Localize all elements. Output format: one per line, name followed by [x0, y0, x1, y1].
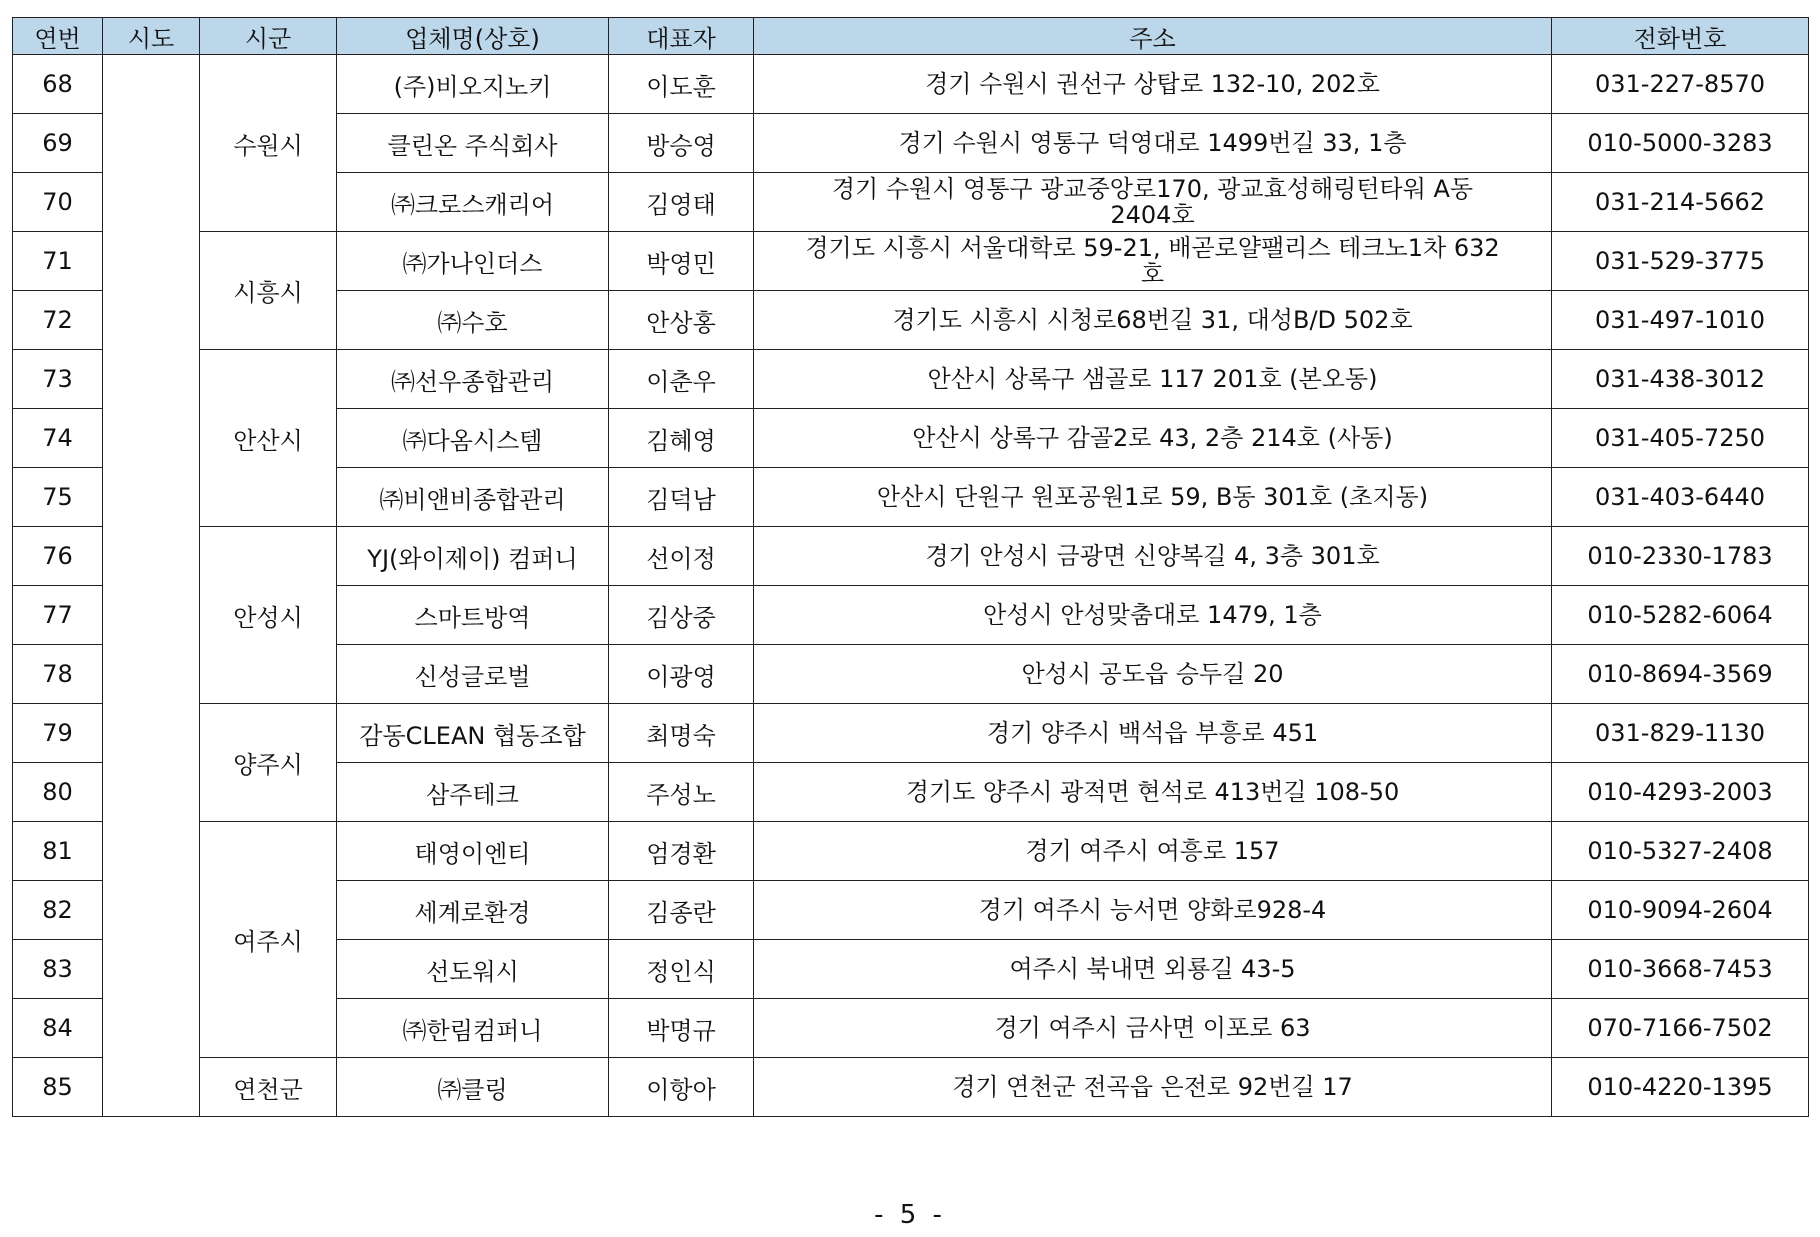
- address-text: 안성시 공도읍 승두길 20: [1021, 660, 1284, 688]
- company-cell: (주)비오지노키: [337, 55, 609, 114]
- phone-cell: 010-3668-7453: [1552, 940, 1809, 999]
- row-no: 85: [13, 1058, 103, 1117]
- address-cell: [754, 114, 1552, 173]
- company-cell: 선도워시: [337, 940, 609, 999]
- phone-cell: 010-2330-1783: [1552, 527, 1809, 586]
- phone-cell: 010-9094-2604: [1552, 881, 1809, 940]
- address-cell: [754, 468, 1552, 527]
- company-cell: ㈜한림컴퍼니: [337, 999, 609, 1058]
- address-text: 안산시 단원구 원포공원1로 59, B동 301호 (초지동): [876, 483, 1429, 511]
- phone-cell: 010-5000-3283: [1552, 114, 1809, 173]
- phone-cell: 010-5327-2408: [1552, 822, 1809, 881]
- row-no: 73: [13, 350, 103, 409]
- row-no: 72: [13, 291, 103, 350]
- row-no: 68: [13, 55, 103, 114]
- address-cell: [754, 291, 1552, 350]
- phone-cell: 010-4220-1395: [1552, 1058, 1809, 1117]
- address-text: 여주시 북내면 외룡길 43-5: [1009, 955, 1296, 983]
- phone-cell: 031-829-1130: [1552, 704, 1809, 763]
- row-no: 80: [13, 763, 103, 822]
- representative-cell: 김덕남: [609, 468, 754, 527]
- address-text: 경기 연천군 전곡읍 은전로 92번길 17: [952, 1073, 1353, 1101]
- table-row: [13, 232, 1809, 291]
- address-cell: [754, 940, 1552, 999]
- company-cell: ㈜비앤비종합관리: [337, 468, 609, 527]
- phone-cell: 031-403-6440: [1552, 468, 1809, 527]
- phone-cell: 010-4293-2003: [1552, 763, 1809, 822]
- row-no: 78: [13, 645, 103, 704]
- sigun-cell: 시흥시: [200, 232, 337, 350]
- phone-cell: 031-227-8570: [1552, 55, 1809, 114]
- company-cell: ㈜다옴시스템: [337, 409, 609, 468]
- vendor-table: [12, 17, 1809, 1117]
- company-cell: 삼주테크: [337, 763, 609, 822]
- table-row: [13, 704, 1809, 763]
- address-text: 경기 안성시 금광면 신양복길 4, 3층 301호: [925, 542, 1380, 570]
- address-cell: [754, 645, 1552, 704]
- representative-cell: 주성노: [609, 763, 754, 822]
- address-text: 경기도 양주시 광적면 현석로 413번길 108-50: [905, 778, 1400, 806]
- sigun-cell: 안산시: [200, 350, 337, 527]
- phone-cell: 010-8694-3569: [1552, 645, 1809, 704]
- representative-cell: 방승영: [609, 114, 754, 173]
- address-text: 경기도 시흥시 시청로68번길 31, 대성B/D 502호: [892, 306, 1413, 334]
- address-text: 경기 여주시 금사면 이포로 63: [994, 1014, 1311, 1042]
- row-no: 76: [13, 527, 103, 586]
- representative-cell: 김영태: [609, 173, 754, 232]
- row-no: 74: [13, 409, 103, 468]
- address-cell: [754, 55, 1552, 114]
- company-cell: ㈜가나인더스: [337, 232, 609, 291]
- address-cell: [754, 763, 1552, 822]
- address-text: 안성시 안성맞춤대로 1479, 1층: [983, 601, 1322, 629]
- company-cell: ㈜클링: [337, 1058, 609, 1117]
- phone-cell: 070-7166-7502: [1552, 999, 1809, 1058]
- header-sido: 시도: [103, 18, 200, 55]
- address-cell: [754, 409, 1552, 468]
- address-cell: [754, 232, 1552, 291]
- row-no: 70: [13, 173, 103, 232]
- company-cell: 태영이엔티: [337, 822, 609, 881]
- representative-cell: 박영민: [609, 232, 754, 291]
- table-row: [13, 350, 1809, 409]
- address-cell: [754, 704, 1552, 763]
- table-row: [13, 527, 1809, 586]
- sigun-cell: 연천군: [200, 1058, 337, 1117]
- phone-cell: 031-405-7250: [1552, 409, 1809, 468]
- table-row: [13, 822, 1809, 881]
- representative-cell: 김종란: [609, 881, 754, 940]
- company-cell: 세계로환경: [337, 881, 609, 940]
- address-text: 안산시 상록구 감골2로 43, 2층 214호 (사동): [912, 424, 1393, 452]
- phone-cell: 010-5282-6064: [1552, 586, 1809, 645]
- row-no: 81: [13, 822, 103, 881]
- row-no: 71: [13, 232, 103, 291]
- representative-cell: 안상홍: [609, 291, 754, 350]
- address-cell: [754, 586, 1552, 645]
- page-number: - 5 -: [874, 1200, 946, 1230]
- representative-cell: 이도훈: [609, 55, 754, 114]
- representative-cell: 김상중: [609, 586, 754, 645]
- address-cell: [754, 1058, 1552, 1117]
- representative-cell: 엄경환: [609, 822, 754, 881]
- company-cell: ㈜수호: [337, 291, 609, 350]
- address-cell: [754, 350, 1552, 409]
- address-text: 경기 수원시 영통구 광교중앙로170, 광교효성해링턴타워 A동 2404호: [831, 175, 1474, 229]
- representative-cell: 박명규: [609, 999, 754, 1058]
- address-text: 경기도 시흥시 서울대학로 59-21, 배곧로얄팰리스 테크노1차 632호: [805, 234, 1500, 288]
- address-cell: [754, 173, 1552, 232]
- company-cell: 신성글로벌: [337, 645, 609, 704]
- row-no: 77: [13, 586, 103, 645]
- sigun-cell: 양주시: [200, 704, 337, 822]
- address-text: 경기 여주시 여흥로 157: [1025, 837, 1280, 865]
- address-cell: [754, 527, 1552, 586]
- representative-cell: 김혜영: [609, 409, 754, 468]
- sigun-cell: 수원시: [200, 55, 337, 232]
- address-cell: [754, 881, 1552, 940]
- row-no: 79: [13, 704, 103, 763]
- header-company: 업체명(상호): [337, 18, 609, 55]
- phone-cell: 031-214-5662: [1552, 173, 1809, 232]
- row-no: 69: [13, 114, 103, 173]
- table-header-row: [13, 18, 1809, 55]
- address-cell: [754, 999, 1552, 1058]
- row-no: 75: [13, 468, 103, 527]
- address-text: 안산시 상록구 샘골로 117 201호 (본오동): [927, 365, 1378, 393]
- phone-cell: 031-438-3012: [1552, 350, 1809, 409]
- representative-cell: 이광영: [609, 645, 754, 704]
- row-no: 82: [13, 881, 103, 940]
- table-row: [13, 1058, 1809, 1117]
- address-cell: [754, 822, 1552, 881]
- company-cell: YJ(와이제이) 컴퍼니: [337, 527, 609, 586]
- sigun-cell: 안성시: [200, 527, 337, 704]
- header-no: 연번: [13, 18, 103, 55]
- representative-cell: 최명숙: [609, 704, 754, 763]
- representative-cell: 정인식: [609, 940, 754, 999]
- representative-cell: 이항아: [609, 1058, 754, 1117]
- header-representative: 대표자: [609, 18, 754, 55]
- company-cell: 스마트방역: [337, 586, 609, 645]
- phone-cell: 031-497-1010: [1552, 291, 1809, 350]
- header-sigun: 시군: [200, 18, 337, 55]
- header-phone: 전화번호: [1552, 18, 1809, 55]
- company-cell: ㈜선우종합관리: [337, 350, 609, 409]
- header-address: 주소: [754, 18, 1552, 55]
- sigun-cell: 여주시: [200, 822, 337, 1058]
- representative-cell: 선이정: [609, 527, 754, 586]
- address-text: 경기 여주시 능서면 양화로928-4: [978, 896, 1327, 924]
- address-text: 경기 수원시 영통구 덕영대로 1499번길 33, 1층: [898, 129, 1407, 157]
- row-no: 83: [13, 940, 103, 999]
- company-cell: ㈜크로스캐리어: [337, 173, 609, 232]
- company-cell: 클린온 주식회사: [337, 114, 609, 173]
- sido-cell: [103, 55, 200, 1117]
- table-row: [13, 55, 1809, 114]
- representative-cell: 이춘우: [609, 350, 754, 409]
- phone-cell: 031-529-3775: [1552, 232, 1809, 291]
- company-cell: 감동CLEAN 협동조합: [337, 704, 609, 763]
- address-text: 경기 수원시 권선구 상탑로 132-10, 202호: [925, 70, 1380, 98]
- row-no: 84: [13, 999, 103, 1058]
- address-text: 경기 양주시 백석읍 부흥로 451: [986, 719, 1319, 747]
